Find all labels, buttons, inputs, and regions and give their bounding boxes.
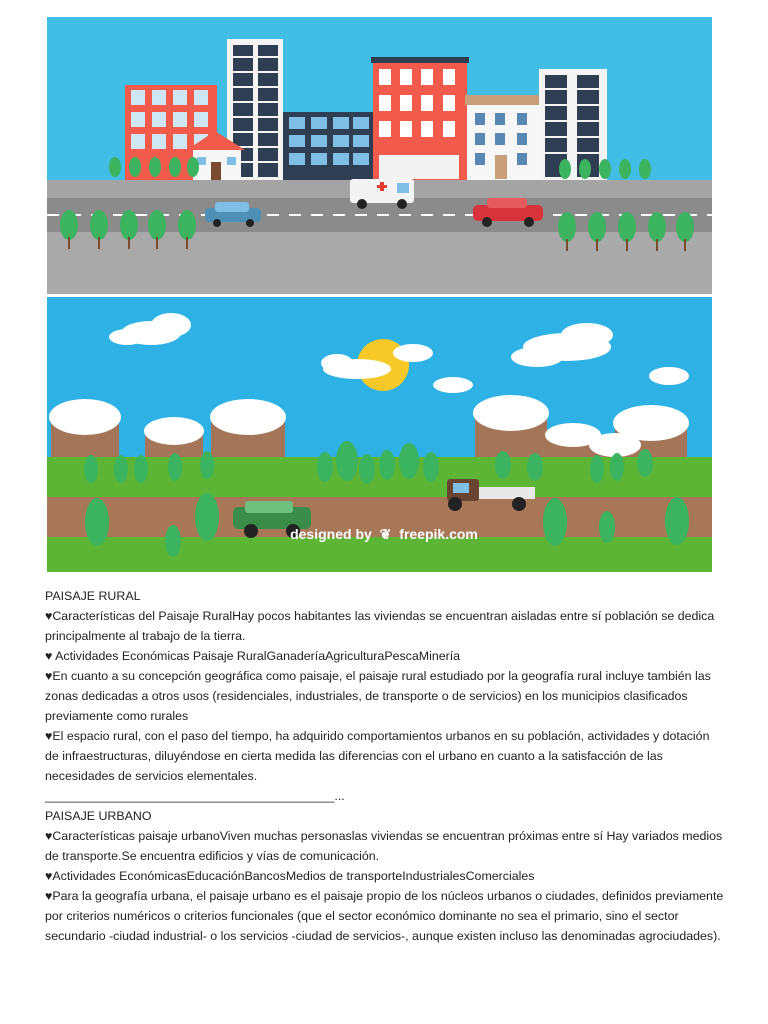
- article-text: [45, 586, 725, 946]
- urban-paragraph-3: ♥Para la geografía urbana, el paisaje urbano es el paisaje propio de los núcleos urbanos o ciudades, definidos previamente por criterios numéricos o criterios funcionales (que el sector económico dominante no sea el primario, sino el sector secundario -ciudad industrial- o los servicios -ciudad de servicios-, aunque existen incluso las denominadas agrociudades).: [45, 889, 724, 943]
- lower-sidewalk: [47, 232, 712, 294]
- rural-paragraph-2: ♥ Actividades Económicas Paisaje RuralGanaderíaAgriculturaPescaMinería: [45, 649, 461, 663]
- urban-heading: PAISAJE URBANO: [45, 809, 152, 823]
- watermark-brand: freepik.com: [399, 526, 478, 542]
- rural-heading: PAISAJE RURAL: [45, 589, 141, 603]
- rural-paragraph-1: ♥Características del Paisaje RuralHay pocos habitantes las viviendas se encuentran aisladas entre sí población se dedica principalmente al trabajo de la tierra.: [45, 609, 715, 643]
- urban-paragraph-1: ♥Características paisaje urbanoViven muchas personaslas viviendas se encuentran próximas entre sí Hay variados medios de transporte.Se encuentra edificios y vías de comunicación.: [45, 829, 723, 863]
- landscape-svg: [47, 17, 712, 572]
- section-separator: __________________________________________...: [45, 789, 345, 803]
- freepik-logo-icon: ❦: [379, 526, 392, 542]
- rural-paragraph-3: ♥En cuanto a su concepción geográfica como paisaje, el paisaje rural estudiado por la geografía rural incluye también las zonas dedicadas a otros usos (residenciales, industriales, de transporte o de servicios) en los municipios clasificados previamente como rurales: [45, 669, 711, 723]
- landscape-illustration: [47, 17, 712, 572]
- watermark: [0, 526, 768, 543]
- rural-paragraph-4: ♥El espacio rural, con el paso del tiempo, ha adquirido comportamientos urbanos en su población, actividades y dotación de infraestructuras, diluyéndose en cierta medida las diferencias con el urbano en cuanto a la satisfacción de las necesidades de servicios elementales.: [45, 729, 710, 783]
- urban-paragraph-2: ♥Actividades EconómicasEducaciónBancosMedios de transporteIndustrialesComerciales: [45, 869, 535, 883]
- watermark-prefix: designed by: [290, 526, 372, 542]
